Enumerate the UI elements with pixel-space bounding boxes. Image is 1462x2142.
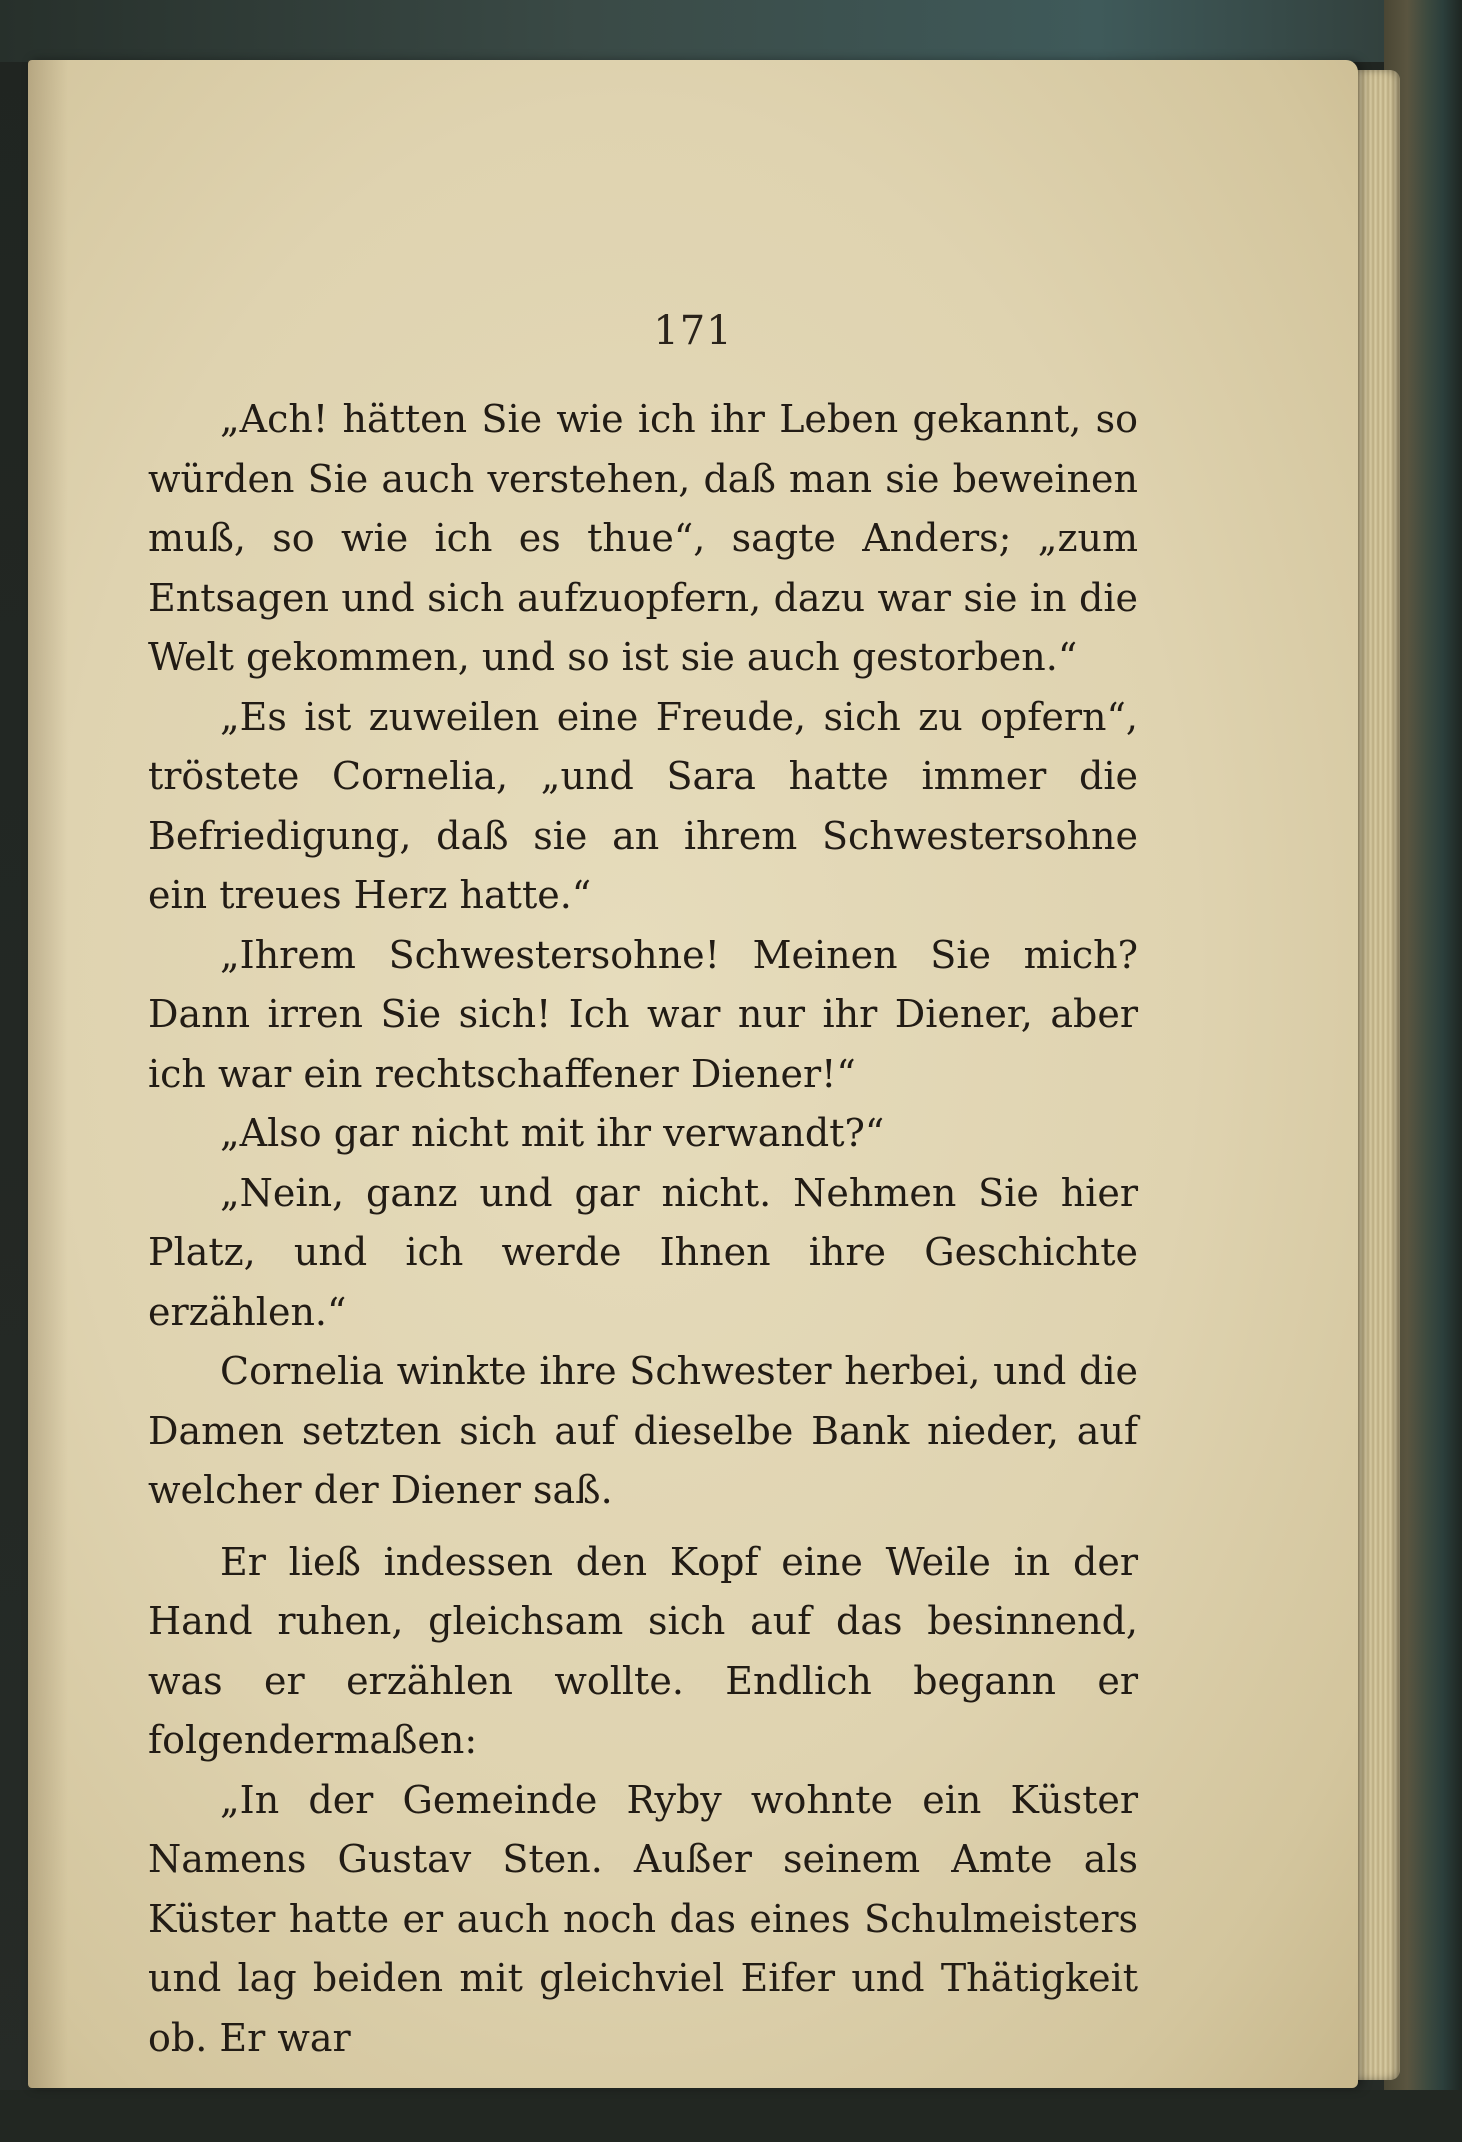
book-page bbox=[28, 60, 1358, 2088]
paragraph: Cornelia winkte ihre Schwester herbei, und die Damen setzten sich auf dieselbe Bank nieder, auf welcher der Diener saß. bbox=[148, 1349, 1138, 1512]
paragraph: „Ach! hätten Sie wie ich ihr Leben gekannt, so würden Sie auch verstehen, daß man sie beweinen muß, so wie ich es thue“, sagte Anders; „zum Entsagen und sich aufzuopfern, dazu war sie in die Welt gekommen, und so ist sie auch gestorben.“ bbox=[148, 397, 1138, 679]
paragraph: „Es ist zuweilen eine Freude, sich zu opfern“, tröstete Cornelia, „und Sara hatte immer die Befriedigung, daß sie an ihrem Schwestersohne ein treues Herz hatte.“ bbox=[148, 694, 1138, 917]
paragraph: „Also gar nicht mit ihr verwandt?“ bbox=[220, 1111, 885, 1155]
page-text bbox=[148, 390, 1138, 2068]
paragraph: „Nein, ganz und gar nicht. Nehmen Sie hier Platz, und ich werde Ihnen ihre Geschichte erzählen.“ bbox=[148, 1170, 1138, 1334]
paragraph: „Ihrem Schwestersohne! Meinen Sie mich? Dann irren Sie sich! Ich war nur ihr Diener, aber ich war ein rechtschaffener Diener!“ bbox=[148, 932, 1138, 1096]
page-number: 171 bbox=[653, 308, 733, 354]
paragraph: „In der Gemeinde Ryby wohnte ein Küster Namens Gustav Sten. Außer seinem Amte als Küster hatte er auch noch das eines Schulmeisters und lag beiden mit gleichviel Eifer und Thätigkeit ob. Er war bbox=[148, 1777, 1138, 2060]
book-cover-top-edge bbox=[0, 0, 1462, 62]
book-cover-bottom-edge bbox=[0, 2090, 1462, 2142]
paragraph: Er ließ indessen den Kopf eine Weile in der Hand ruhen, gleichsam sich auf das besinnend, was er erzählen wollte. Endlich begann er folgendermaßen: bbox=[148, 1539, 1138, 1762]
